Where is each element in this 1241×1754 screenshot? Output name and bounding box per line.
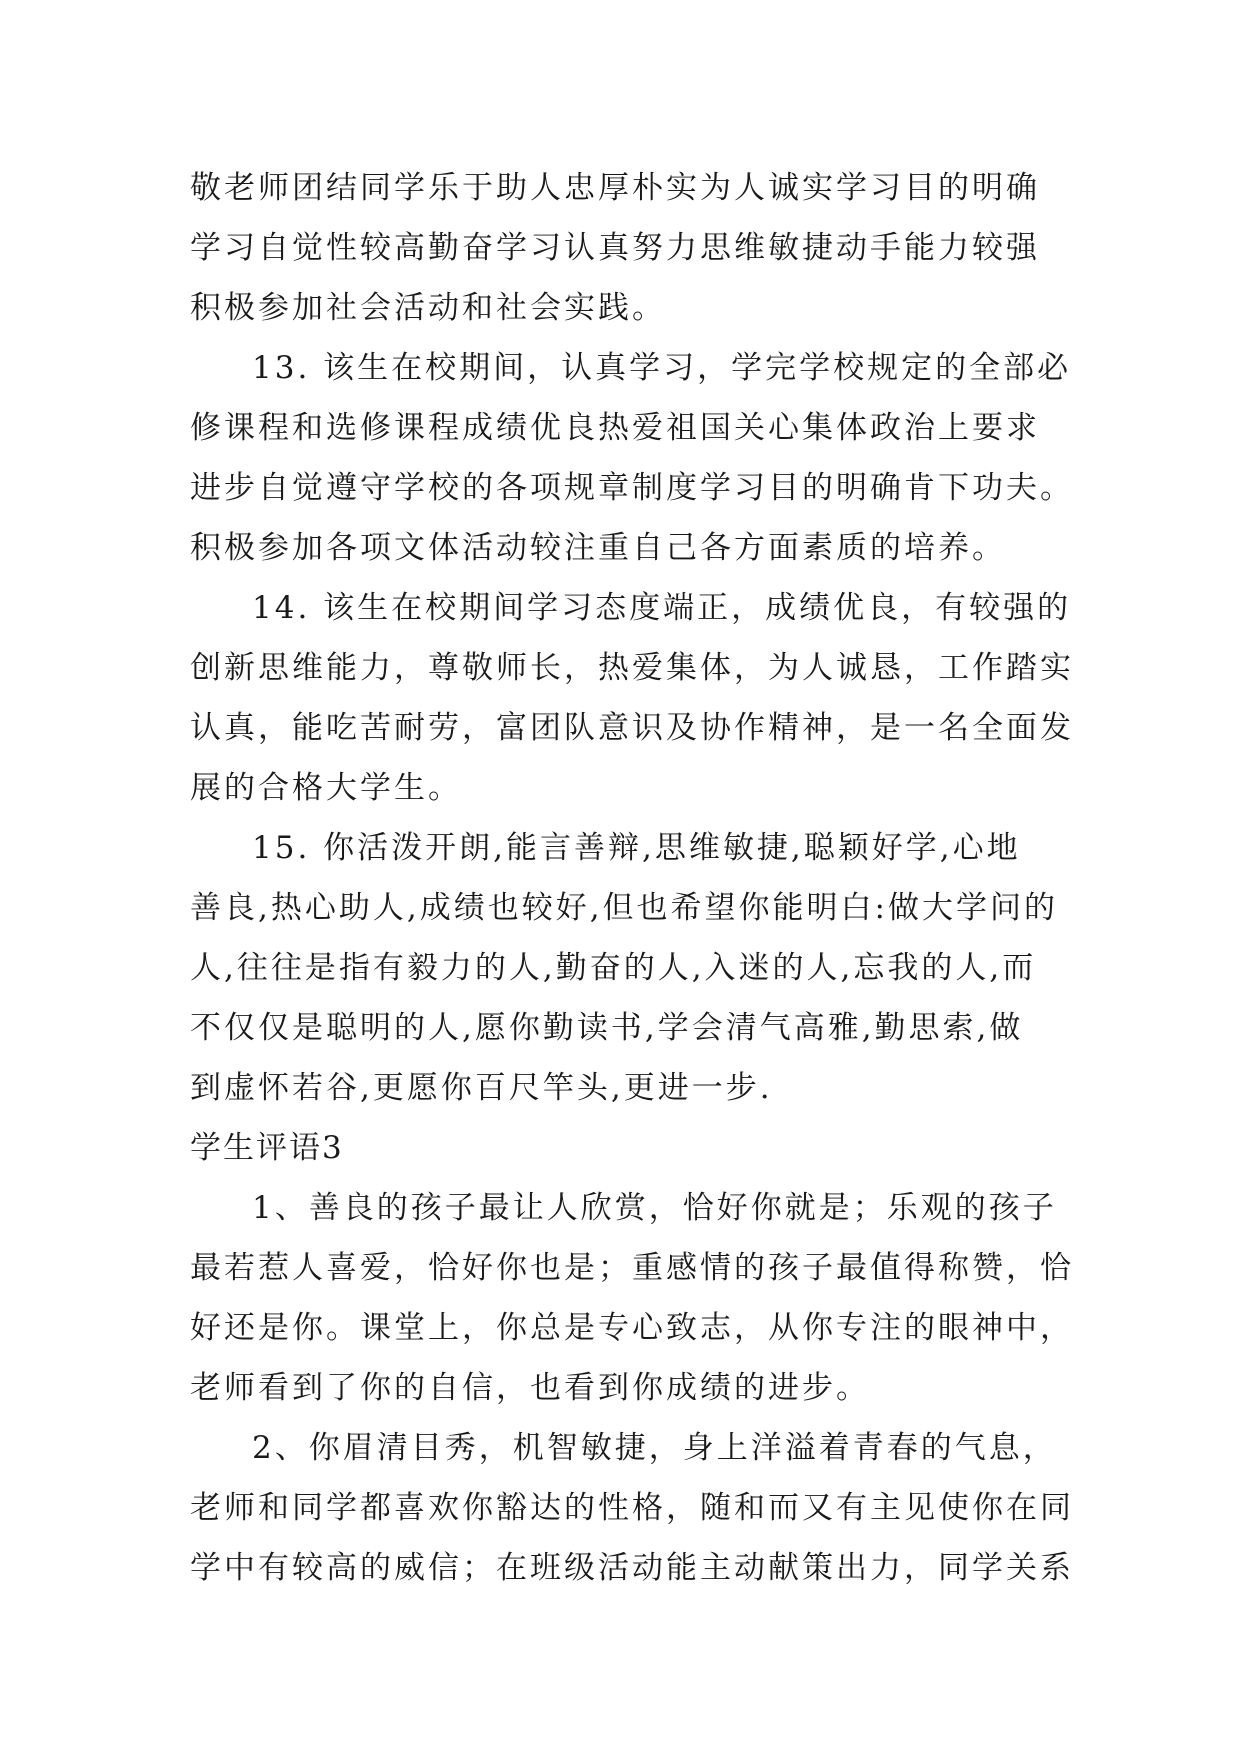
paragraph-14 (190, 578, 1074, 818)
text-line: 到虚怀若谷,更愿你百尺竿头,更进一步. (190, 1070, 773, 1106)
text-line: 15. 你活泼开朗,能言善辩,思维敏捷,聪颖好学,心地 (252, 830, 1021, 866)
text-line: 13. 该生在校期间，认真学习，学完学校规定的全部必 (252, 350, 1072, 386)
text-line: 认真，能吃苦耐劳，富团队意识及协作精神，是一名全面发 (190, 710, 1074, 746)
document-body (190, 158, 1074, 1598)
paragraph-s3-1 (190, 1178, 1074, 1418)
paragraph-13 (190, 338, 1074, 578)
text-line: 1、善良的孩子最让人欣赏，恰好你就是；乐观的孩子 (252, 1190, 1057, 1226)
text-line: 学习自觉性较高勤奋学习认真努力思维敏捷动手能力较强 (190, 230, 1040, 266)
text-line: 2、你眉清目秀，机智敏捷，身上洋溢着青春的气息， (252, 1430, 1057, 1466)
text-line: 人,往往是指有毅力的人,勤奋的人,入迷的人,忘我的人,而 (190, 950, 1037, 986)
paragraph-s3-2 (190, 1418, 1074, 1598)
text-line: 进步自觉遵守学校的各项规章制度学习目的明确肯下功夫。 (190, 470, 1074, 506)
text-line: 展的合格大学生。 (190, 770, 462, 806)
text-line: 最若惹人喜爱，恰好你也是；重感情的孩子最值得称赞，恰 (190, 1250, 1074, 1286)
section-heading (190, 1118, 1060, 1178)
text-line: 修课程和选修课程成绩优良热爱祖国关心集体政治上要求 (190, 410, 1040, 446)
paragraph-15 (190, 818, 1060, 1118)
text-line: 老师看到了你的自信，也看到你成绩的进步。 (190, 1370, 870, 1406)
text-line: 14. 该生在校期间学习态度端正，成绩优良，有较强的 (252, 590, 1072, 626)
text-line: 好还是你。课堂上，你总是专心致志，从你专注的眼神中， (190, 1310, 1074, 1346)
heading-text: 学生评语3 (190, 1130, 344, 1166)
text-line: 善良,热心助人,成绩也较好,但也希望你能明白:做大学问的 (190, 890, 1059, 926)
paragraph-continued (190, 158, 1060, 338)
text-line: 积极参加社会活动和社会实践。 (190, 290, 666, 326)
text-line: 积极参加各项文体活动较注重自己各方面素质的培养。 (190, 530, 1006, 566)
text-line: 学中有较高的威信；在班级活动能主动献策出力，同学关系 (190, 1550, 1074, 1586)
text-line: 不仅仅是聪明的人,愿你勤读书,学会清气高雅,勤思索,做 (190, 1010, 1024, 1046)
text-line: 老师和同学都喜欢你豁达的性格，随和而又有主见使你在同 (190, 1490, 1074, 1526)
text-line: 敬老师团结同学乐于助人忠厚朴实为人诚实学习目的明确 (190, 170, 1040, 206)
text-line: 创新思维能力，尊敬师长，热爱集体，为人诚恳，工作踏实 (190, 650, 1074, 686)
